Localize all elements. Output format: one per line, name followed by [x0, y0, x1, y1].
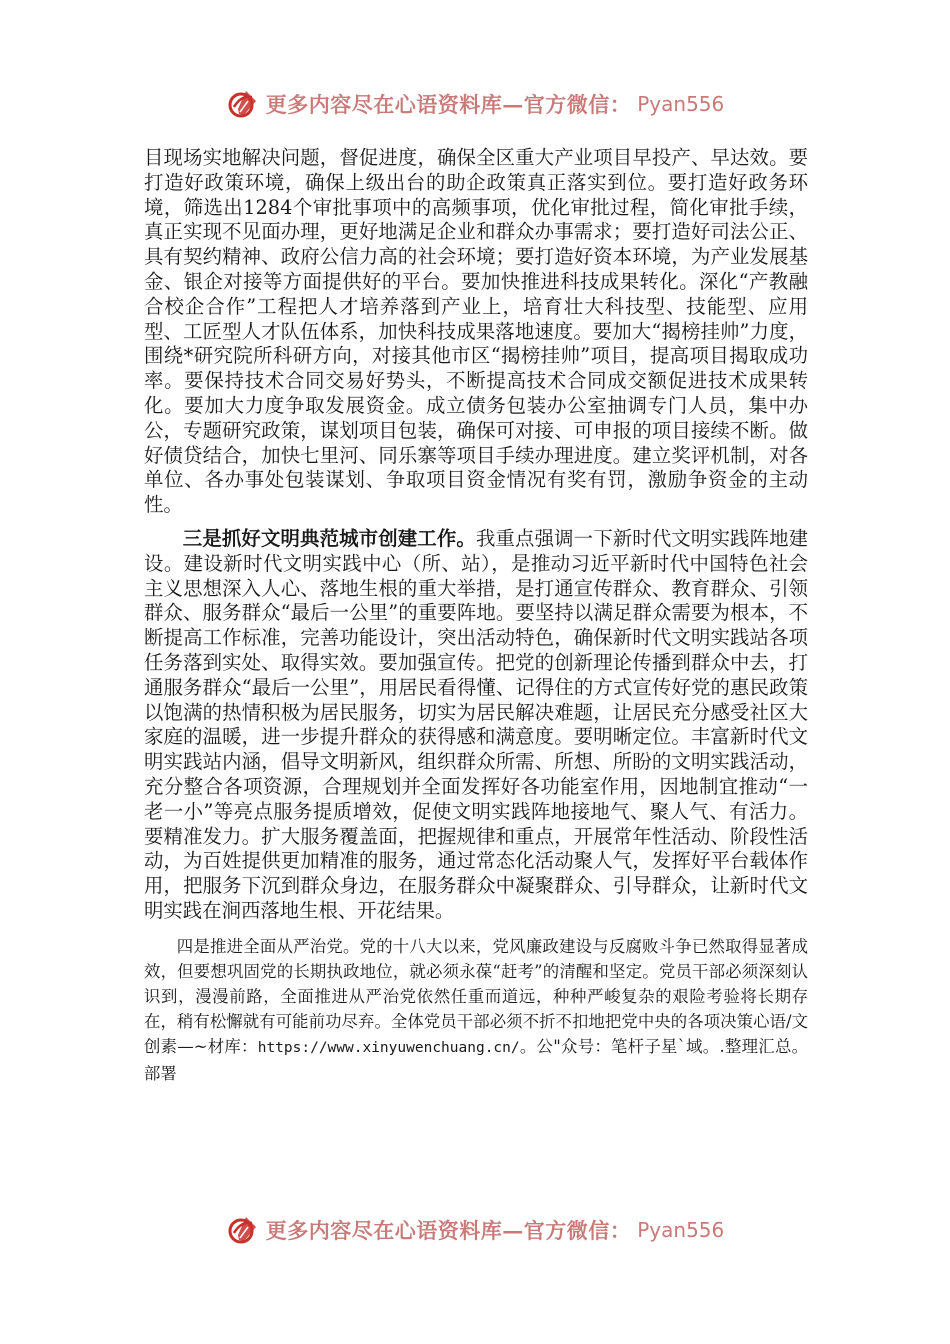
pen-swirl-icon [226, 87, 260, 121]
paragraph-2-body: 我重点强调一下新时代文明实践阵地建设。建设新时代文明实践中心（所、站），是推动习近平新时代中国特色社会主义思想深入人心、落地生根的重大举措，是打通宣传群众、教育群众、引领群众、服务群众“最后一公里”的重要阵地。要坚持以满足群众需要为根本，不断提高工作标准，完善功能设计，突出活动特色，确保新时代文明实践站各项任务落到实处、取得实效。要加强宣传。把党的创新理论传播到群众中去，打通服务群众“最后一公里”，用居民看得懂、记得住的方式宣传好党的惠民政策以饱满的热情积极为居民服务，切实为居民解决难题，让居民充分感受社区大家庭的温暖，进一步提升群众的获得感和满意度。要明晰定位。丰富新时代文明实践站内涵，倡导文明新风，组织群众所需、所想、所盼的文明实践活动，充分整合各项资源，合理规划并全面发挥好各功能室作用，因地制宜推动“一老一小”等亮点服务提质增效，促使文明实践阵地接地气、聚人气、有活力。要精准发力。扩大服务覆盖面，把握规律和重点，开展常年性活动、阶段性活动，为百姓提供更加精准的服务，通过常态化活动聚人气，发挥好平台载体作用，把服务下沉到群众身边，在服务群众中凝聚群众、引导群众，让新时代文明实践在涧西落地生根、开花结果。 [144, 526, 809, 922]
footer-banner-text: 更多内容尽在心语资料库—官方微信： [265, 1218, 632, 1243]
paragraph-3 [144, 934, 808, 1086]
footer-wechat-id: Pyan556 [637, 1218, 725, 1242]
paragraph-3-start: 四是推进全面从严治党。党的十八大以来，党风廉政建设与反腐败斗争已然取得显著成效，但要想巩固党的长期执政地位，就必须永葆“赶考”的清醒和坚定。党员干部必须深刻认识到，漫漫前路，全面推进从严治党依然任重而道远，种种严峻复杂的艰险考验将长期存在，稍有松懈就有可能前功尽弃。全体党员干部必须不折不扣地把党中央的各项决策心语/文创素—~材库： [144, 936, 808, 1056]
header-banner [0, 84, 950, 124]
paragraph-3-url[interactable]: https://www.xinyuwenchuang.cn/ [257, 1039, 520, 1056]
paragraph-1: 目现场实地解决问题，督促进度，确保全区重大产业项目早投产、早达效。要打造好政策环境，确保上级出台的助企政策真正落实到位。要打造好政务环境，筛选出1284个审批事项中的高频事项，优化审批过程，简化审批手续，真正实现不见面办理，更好地满足企业和群众办事需求；要打造好司法公正、具有契约精神、政府公信力高的社会环境；要打造好资本环境，为产业发展基金、银企对接等方面提供好的平台。要加快推进科技成果转化。深化“产教融合校企合作”工程把人才培养落到产业上，培育壮大科技型、技能型、应用型、工匠型人才队伍体系，加快科技成果落地速度。要加大“揭榜挂帅”力度，围绕*研究院所科研方向，对接其他市区“揭榜挂帅”项目，提高项目揭取成功率。要保持技术合同交易好势头，不断提高技术合同成交额促进技术成果转化。要加大力度争取发展资金。成立债务包装办公室抽调专门人员，集中办公，专题研究政策，谋划项目包装，确保可对接、可申报的项目接续不断。做好债贷结合，加快七里河、同乐寨等项目手续办理进度。建立奖评机制，对各单位、各办事处包装谋划、争取项目资金情况有奖有罚，激励争资金的主动性。 [144, 146, 808, 517]
header-wechat-id: Pyan556 [637, 92, 725, 116]
paragraph-2-lead: 三是抓好文明典范城市创建工作。 [182, 526, 476, 550]
footer-banner [0, 1210, 950, 1250]
paragraph-3-end: 。公"众号：笔杆子星`域。.整理汇总。部署 [144, 1036, 808, 1083]
paragraph-2 [144, 527, 808, 924]
pen-swirl-icon [226, 1213, 260, 1247]
header-banner-text: 更多内容尽在心语资料库—官方微信： [265, 92, 632, 117]
document-body [144, 146, 808, 1086]
